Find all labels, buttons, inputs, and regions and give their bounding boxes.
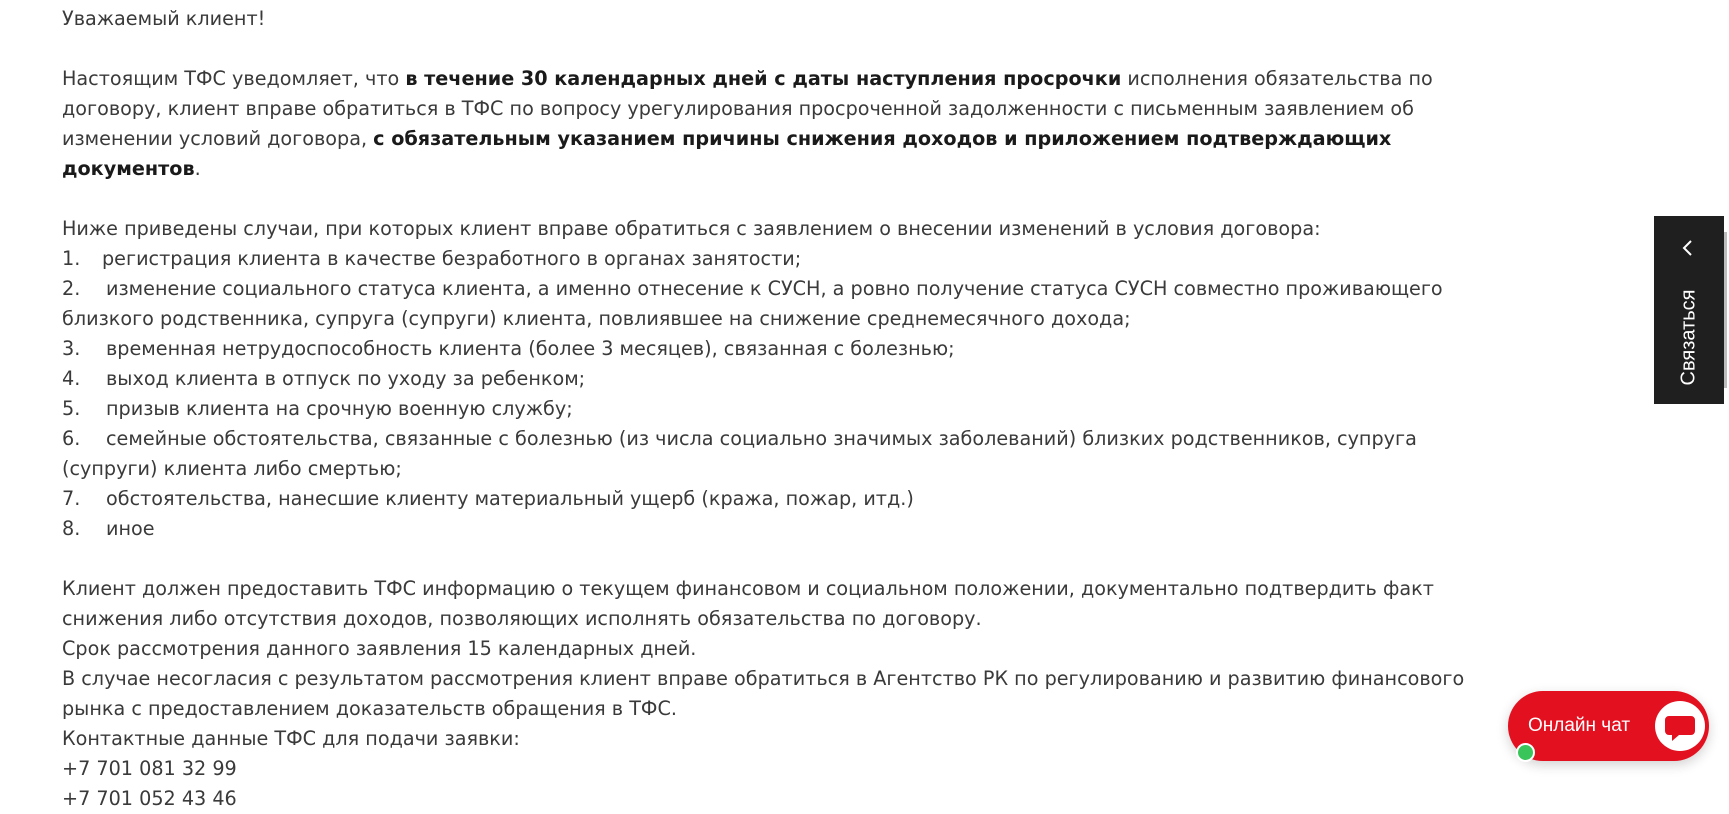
case-item-3: 3. временная нетрудоспособность клиента (более 3 месяцев), связанная с болезнью; bbox=[62, 337, 955, 360]
contact-tab-label-wrap[interactable] bbox=[1654, 278, 1724, 396]
phone-2[interactable]: +7 701 052 43 46 bbox=[62, 787, 237, 810]
closing-paragraph-3: В случае несогласия с результатом рассмотрения клиент вправе обратиться в Агентство РК по регулированию и развитию финансового рынка с предоставлением доказательств обращения в ТФС. bbox=[62, 667, 1465, 720]
intro-bold1: в течение 30 календарных дней с даты наступления просрочки bbox=[405, 67, 1122, 90]
phone-1[interactable]: +7 701 081 32 99 bbox=[62, 757, 237, 780]
case-item-7: 7. обстоятельства, нанесшие клиенту материальный ущерб (кража, пожар, итд.) bbox=[62, 487, 914, 510]
case-item-1: 1. регистрация клиента в качестве безработного в органах занятости; bbox=[62, 247, 802, 270]
case-item-6: 6. семейные обстоятельства, связанные с болезнью (из числа социально значимых заболеваний) близких родственников, супруга (супруги) клиента либо смертью; bbox=[62, 427, 1417, 480]
online-status-dot bbox=[1516, 743, 1535, 762]
scrollbar-thumb[interactable] bbox=[1724, 232, 1727, 388]
intro-part1: Настоящим ТФС уведомляет, что bbox=[62, 67, 406, 90]
chat-bubble-icon[interactable] bbox=[1655, 701, 1705, 751]
intro-part2: исполнения обязательства по договору, клиент вправе обратиться в ТФС по вопросу урегулирования просроченной задолженности с письменным заявлением об изменении условий договора, bbox=[62, 67, 1433, 150]
intro-paragraph bbox=[62, 64, 1492, 184]
case-item-5: 5. призыв клиента на срочную военную службу; bbox=[62, 397, 573, 420]
case-item-4: 4. выход клиента в отпуск по уходу за ребенком; bbox=[62, 367, 586, 390]
case-item-2: 2. изменение социального статуса клиента, а именно отнесение к СУСН, а ровно получение статуса СУСН совместно проживающего близкого родственника, супруга (супруги) клиента, повлиявшее на снижение среднемесячного дохода; bbox=[62, 277, 1443, 330]
contact-tab-label[interactable]: Связаться bbox=[1677, 289, 1700, 385]
greeting: Уважаемый клиент! bbox=[62, 7, 266, 30]
closing-paragraph-2: Срок рассмотрения данного заявления 15 календарных дней. bbox=[62, 637, 697, 660]
cases-intro: Ниже приведены случаи, при которых клиент вправе обратиться с заявлением о внесении изменений в условия договора: bbox=[62, 217, 1321, 240]
closing-paragraph-1: Клиент должен предоставить ТФС информацию о текущем финансовом и социальном положении, документально подтвердить факт снижения либо отсутствия доходов, позволяющих исполнять обязательства по договору. bbox=[62, 577, 1434, 630]
intro-part3: . bbox=[194, 157, 201, 180]
cases-list bbox=[62, 244, 1492, 544]
chevron-left-icon[interactable] bbox=[1678, 238, 1698, 258]
case-item-8: 8. иное bbox=[62, 517, 155, 540]
online-chat-label[interactable]: Онлайн чат bbox=[1528, 715, 1631, 736]
notice-content bbox=[62, 4, 1492, 814]
online-chat-button[interactable] bbox=[1508, 691, 1709, 761]
intro-bold2: с обязательным указанием причины снижения доходов и приложением подтверждающих документов bbox=[62, 127, 1392, 180]
contacts-heading: Контактные данные ТФС для подачи заявки: bbox=[62, 727, 520, 750]
contact-side-tab[interactable] bbox=[1654, 216, 1724, 404]
